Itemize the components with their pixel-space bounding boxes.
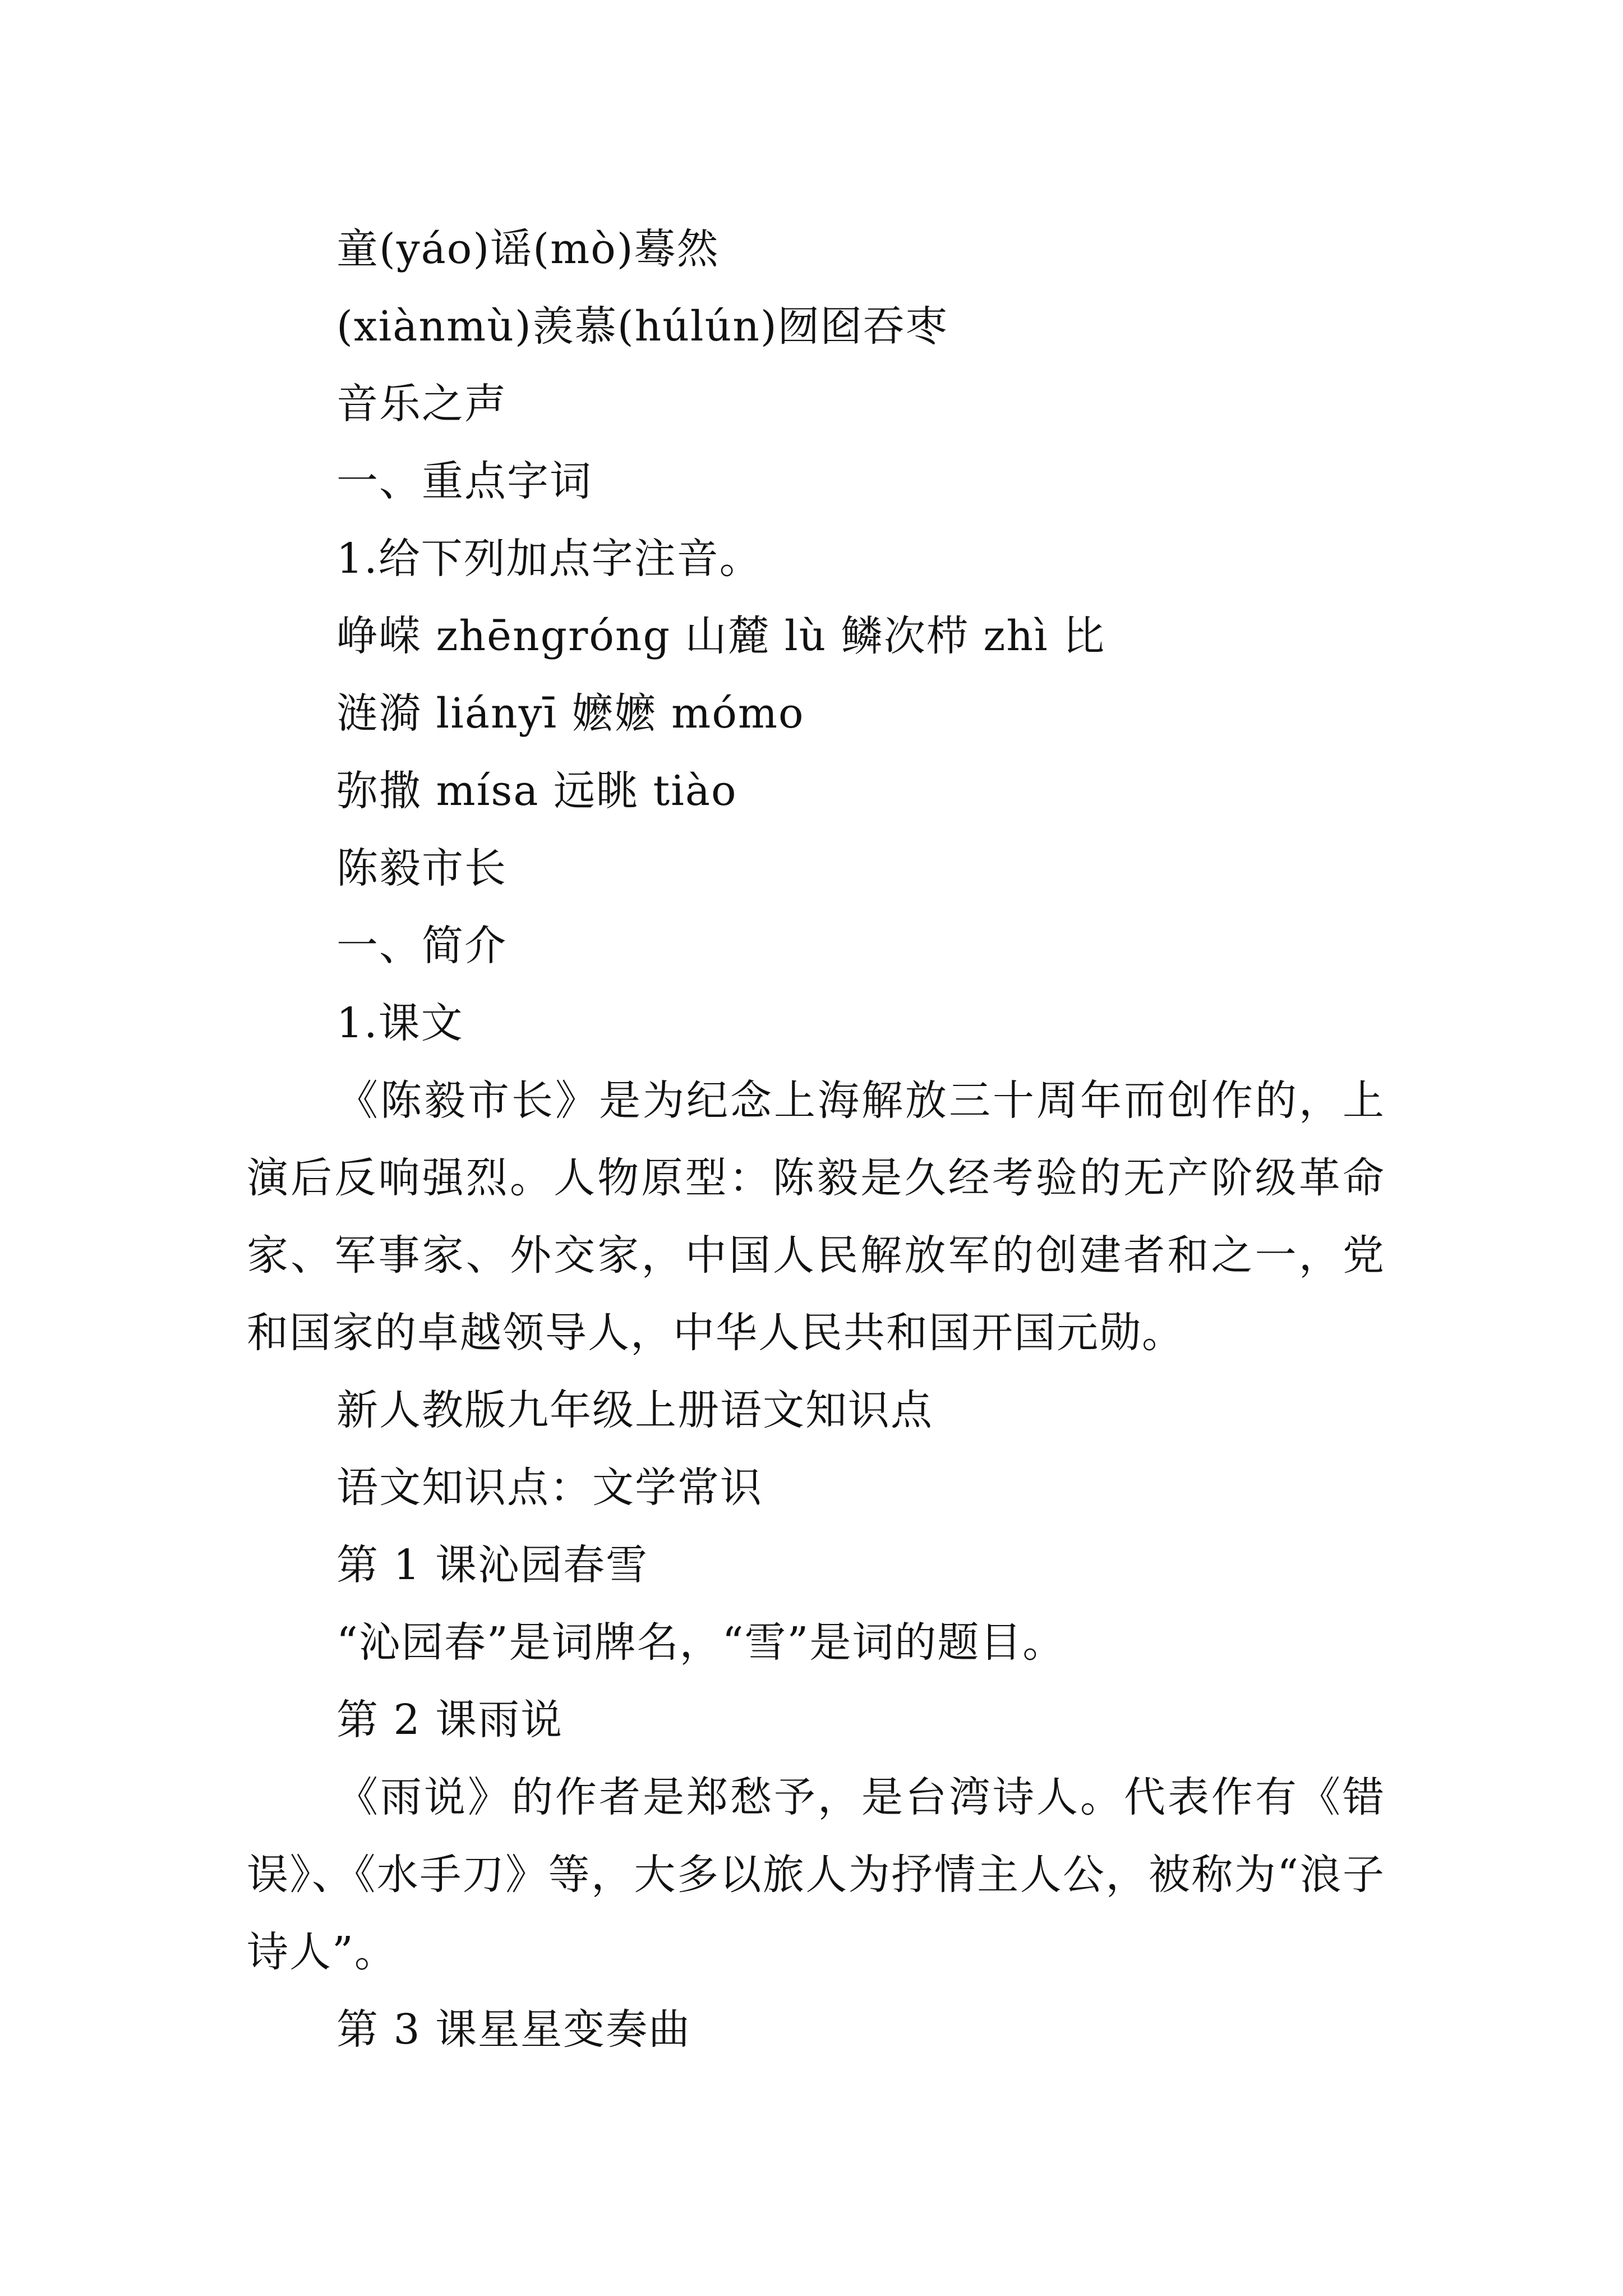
text-line: (xiànmù)羡慕(húlún)囫囵吞枣	[336, 302, 948, 351]
lesson-title: 第 1 课沁园春雪	[336, 1541, 649, 1589]
text-line: 弥撒 mísa 远眺 tiào	[336, 767, 737, 815]
body-paragraph: 《雨说》的作者是郑愁予，是台湾诗人。代表作有《错误》、《水手刀》等，大多以旅人为抒情主人公，被称为“浪子诗人”。	[247, 1773, 1385, 1976]
section-heading: 一、重点字词	[336, 457, 592, 505]
lesson-title: 第 3 课星星变奏曲	[336, 2005, 691, 2054]
section-heading: 音乐之声	[336, 380, 507, 428]
text-line: 峥嵘 zhēngróng 山麓 lù 鳞次栉 zhì 比	[336, 612, 1106, 660]
text-line: 童(yáo)谣(mò)蓦然	[336, 225, 720, 273]
text-line: 涟漪 liányī 嬷嬷 mómo	[336, 689, 805, 738]
text-line: “沁园春”是词牌名，“雪”是词的题目。	[336, 1618, 1066, 1667]
document-title: 新人教版九年级上册语文知识点	[336, 1386, 933, 1434]
lesson-title: 陈毅市长	[336, 844, 507, 892]
exercise-title: 1.给下列加点字注音。	[336, 535, 762, 583]
lesson-title: 第 2 课雨说	[336, 1696, 564, 1744]
section-heading: 语文知识点：文学常识	[336, 1464, 763, 1512]
section-heading: 一、简介	[336, 922, 507, 970]
body-paragraph: 《陈毅市长》是为纪念上海解放三十周年而创作的，上演后反响强烈。人物原型：陈毅是久经考验的无产阶级革命家、军事家、外交家，中国人民解放军的创建者和之一，党和国家的卓越领导人，中华人民共和国开国元勋。	[247, 1076, 1385, 1357]
subsection-heading: 1.课文	[336, 999, 464, 1047]
document-body	[247, 210, 1385, 2068]
